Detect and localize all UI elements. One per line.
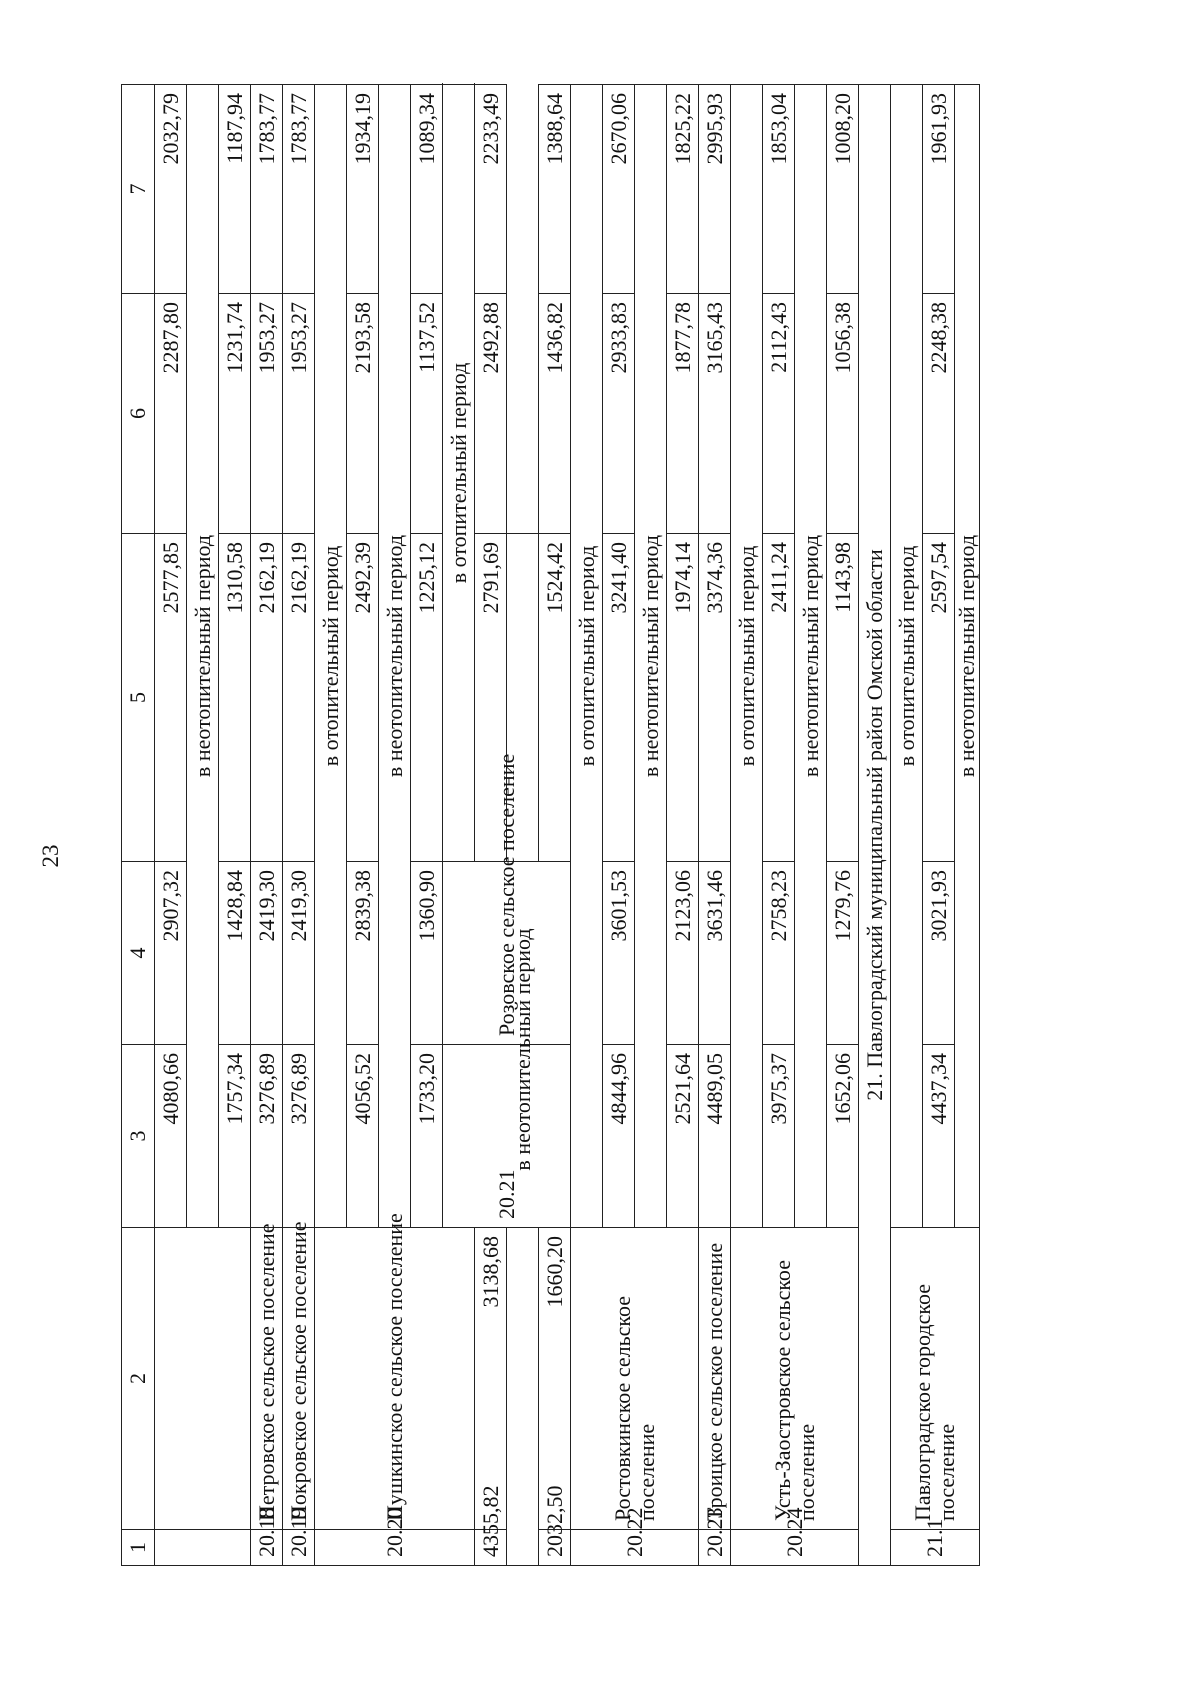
- period-label: в неотопительный период: [507, 534, 539, 1566]
- row-number-cell: 20.18: [251, 1530, 283, 1566]
- value-cell: 4489,05: [699, 1045, 731, 1228]
- value-cell: 1089,34: [411, 85, 443, 294]
- value-cell: 1953,27: [283, 294, 315, 534]
- value-cell: 3975,37: [763, 1045, 795, 1228]
- row-number-cell: 20.19: [283, 1530, 315, 1566]
- value-cell: 1783,77: [251, 85, 283, 294]
- settlement-name-line: Усть-Заостровское сельское: [769, 1260, 795, 1521]
- period-label: в неотопительный период: [795, 85, 827, 1228]
- value-cell: 2791,69: [475, 534, 507, 862]
- header-col-2: 2: [122, 1228, 155, 1530]
- settlement-name-line: поселение: [633, 1423, 659, 1521]
- value-cell: 1310,58: [219, 534, 251, 862]
- value-cell: 2411,24: [763, 534, 795, 862]
- value-cell: 3276,89: [251, 1045, 283, 1228]
- header-col-7: 7: [122, 85, 155, 294]
- value-cell: 2597,54: [923, 534, 955, 862]
- settlement-name-cell: [155, 1228, 251, 1530]
- table-row: [283, 85, 315, 1566]
- settlement-name-cell: Покровское сельское поселение: [283, 1228, 315, 1530]
- header-col-6: 6: [122, 294, 155, 534]
- value-cell: 2162,19: [251, 534, 283, 862]
- period-label: в неотопительный период: [379, 85, 411, 1228]
- value-cell: 1436,82: [539, 294, 571, 534]
- value-cell: 2839,38: [347, 862, 379, 1045]
- value-cell: 3138,68: [475, 1228, 507, 1530]
- period-label: в неотопительный период: [635, 85, 667, 1228]
- section-title: 21. Павлоградский муниципальный район Омской области: [859, 85, 891, 1566]
- period-label: в отопительный период: [571, 85, 603, 1228]
- header-col-1: 1: [122, 1530, 155, 1566]
- value-cell: 2419,30: [251, 862, 283, 1045]
- period-label: в отопительный период: [443, 85, 475, 862]
- table-row: [539, 85, 571, 1566]
- period-label: в отопительный период: [315, 85, 347, 1228]
- value-cell: 1783,77: [283, 85, 315, 294]
- row-number-cell: 20.22: [571, 1530, 699, 1566]
- row-number-cell: 20.20: [315, 1530, 475, 1566]
- value-cell: 4437,34: [923, 1045, 955, 1228]
- value-cell: 1524,42: [539, 534, 571, 862]
- value-cell: 2492,88: [475, 294, 507, 534]
- value-cell: 3165,43: [699, 294, 731, 534]
- row-number-cell: 21.1: [891, 1530, 980, 1566]
- settlement-name-line: Павлоградское городское: [910, 1284, 935, 1521]
- value-cell: 1660,20: [539, 1228, 571, 1530]
- value-cell: 2123,06: [667, 862, 699, 1045]
- header-row: [122, 85, 155, 1566]
- table-row: [251, 85, 283, 1566]
- value-cell: 2032,50: [539, 1530, 571, 1566]
- value-cell: 1008,20: [827, 85, 859, 294]
- value-cell: 1231,74: [219, 294, 251, 534]
- period-row: [315, 85, 347, 1566]
- value-cell: 3021,93: [923, 862, 955, 1045]
- header-col-4: 4: [122, 862, 155, 1045]
- value-cell: 1961,93: [923, 85, 955, 294]
- value-cell: 1056,38: [827, 294, 859, 534]
- value-cell: 2233,49: [475, 85, 507, 294]
- value-cell: 1853,04: [763, 85, 795, 294]
- section-row: [859, 85, 891, 1566]
- settlement-name-line: поселение: [934, 1423, 959, 1521]
- value-cell: 2193,58: [347, 294, 379, 534]
- value-cell: 1757,34: [219, 1045, 251, 1228]
- row-number-cell: [155, 1530, 251, 1566]
- value-cell: 1279,76: [827, 862, 859, 1045]
- header-col-5: 5: [122, 534, 155, 862]
- table-row: [699, 85, 731, 1566]
- value-cell: 2287,80: [155, 294, 187, 534]
- value-cell: 2248,38: [923, 294, 955, 534]
- value-cell: 1877,78: [667, 294, 699, 534]
- period-label: в отопительный период: [891, 85, 923, 1228]
- row-number-cell: 20.21: [443, 1045, 571, 1228]
- table-area: [121, 85, 1080, 1566]
- value-cell: 3276,89: [283, 1045, 315, 1228]
- value-cell: 2032,79: [155, 85, 187, 294]
- value-cell: 1137,52: [411, 294, 443, 534]
- page-number: 23: [38, 844, 63, 868]
- value-cell: 4056,52: [347, 1045, 379, 1228]
- value-cell: 1187,94: [219, 85, 251, 294]
- value-cell: 1652,06: [827, 1045, 859, 1228]
- value-cell: 1733,20: [411, 1045, 443, 1228]
- value-cell: 2492,39: [347, 534, 379, 862]
- value-cell: 2577,85: [155, 534, 187, 862]
- value-cell: 3241,40: [603, 534, 635, 862]
- value-cell: 1953,27: [251, 294, 283, 534]
- value-cell: 2907,32: [155, 862, 187, 1045]
- value-cell: 2419,30: [283, 862, 315, 1045]
- table-row: [155, 85, 187, 1566]
- period-label: в отопительный период: [731, 85, 763, 1228]
- settlement-name-cell: [891, 1228, 980, 1530]
- value-cell: 3601,53: [603, 862, 635, 1045]
- period-row: [571, 85, 603, 1566]
- tariff-table: [121, 84, 980, 1566]
- value-cell: 2112,43: [763, 294, 795, 534]
- settlement-name-line: поселение: [793, 1423, 819, 1521]
- settlement-name-cell: Троицкое сельское поселение: [699, 1228, 731, 1530]
- settlement-name-cell: Пушкинское сельское поселение: [315, 1228, 475, 1530]
- value-cell: 3631,46: [699, 862, 731, 1045]
- period-row: [891, 85, 923, 1566]
- settlement-name-cell: [731, 1228, 859, 1530]
- settlement-name-cell: Розовское сельское поселение: [443, 862, 571, 1045]
- row-number-cell: 20.24: [731, 1530, 859, 1566]
- value-cell: 1388,64: [539, 85, 571, 294]
- value-cell: 4844,96: [603, 1045, 635, 1228]
- period-label: в неотопительный период: [955, 85, 980, 1228]
- value-cell: 2521,64: [667, 1045, 699, 1228]
- value-cell: 1934,19: [347, 85, 379, 294]
- value-cell: 2670,06: [603, 85, 635, 294]
- period-label: в неотопительный период: [187, 85, 219, 1228]
- value-cell: 2933,83: [603, 294, 635, 534]
- settlement-name-line: Ростовкинское сельское: [609, 1296, 635, 1521]
- value-cell: 1825,22: [667, 85, 699, 294]
- value-cell: 1974,14: [667, 534, 699, 862]
- value-cell: 4080,66: [155, 1045, 187, 1228]
- value-cell: 1428,84: [219, 862, 251, 1045]
- settlement-name-cell: [571, 1228, 699, 1530]
- settlement-name-cell: Петровское сельское поселение: [251, 1228, 283, 1530]
- value-cell: 2162,19: [283, 534, 315, 862]
- value-cell: 3374,36: [699, 534, 731, 862]
- value-cell: 1143,98: [827, 534, 859, 862]
- rotated-table-container: [121, 85, 1080, 1566]
- row-number-cell: 20.23: [699, 1530, 731, 1566]
- value-cell: 4355,82: [475, 1530, 507, 1566]
- value-cell: 1225,12: [411, 534, 443, 862]
- value-cell: 1360,90: [411, 862, 443, 1045]
- value-cell: 2758,23: [763, 862, 795, 1045]
- period-row: [731, 85, 763, 1566]
- header-col-3: 3: [122, 1045, 155, 1228]
- value-cell: 2995,93: [699, 85, 731, 294]
